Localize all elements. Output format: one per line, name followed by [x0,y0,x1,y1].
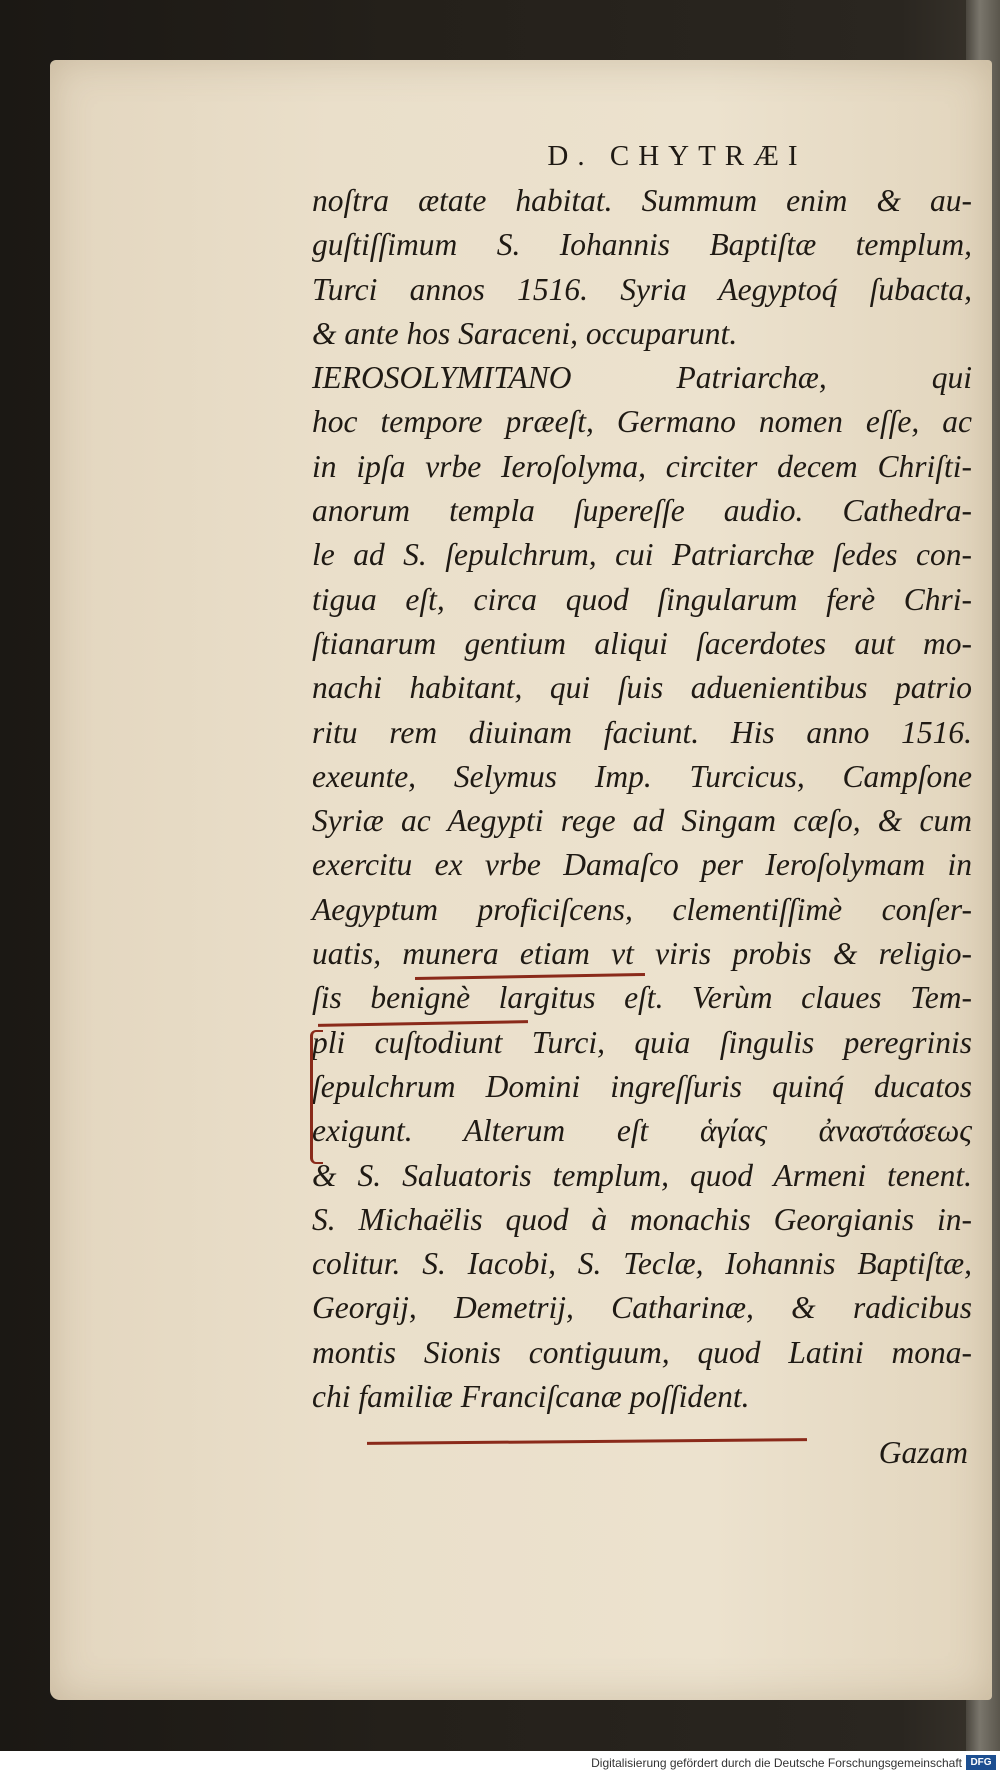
text-line: noſtra ætate habitat. Summum enim & au- [312,183,972,218]
text-line: exercitu ex vrbe Damaſco per Ieroſolymam in [312,847,972,883]
text-line: ſepulchrum Domini ingreſſuris quinq́ ducatos [312,1068,972,1104]
text-line: chi familiæ Franciſcanæ poſſident. [312,1379,750,1415]
dfg-logo: DFG [966,1755,996,1770]
text-line: Aegyptum proficiſcens, clementiſſimè conſer- [312,891,972,927]
text-line: colitur. S. Iacobi, S. Teclæ, Iohannis Baptiſtæ, [312,1246,972,1282]
text-line: Turci annos 1516. Syria Aegyptoq́ ſubacta, [312,271,972,307]
text-line: S. Michaëlis quod à monachis Georgianis in- [312,1201,972,1237]
text-line: anorum templa ſupereſſe audio. Cathedra- [312,493,972,529]
running-head: D. CHYTRÆI [547,140,807,172]
text-lines [312,179,972,1419]
digitization-credit: Digitalisierung gefördert durch die Deutsche Forschungsgemeinschaft [591,1756,962,1770]
text-line: hoc tempore præeſt, Germano nomen eſſe, ac [312,404,972,440]
text-line: in ipſa vrbe Ieroſolyma, circiter decem Chriſti- [312,448,972,484]
text-line: tigua eſt, circa quod ſingularum ferè Chri- [312,581,972,617]
catchword: Gazam [878,1435,968,1471]
text-line: le ad S. ſepulchrum, cui Patriarchæ ſedes con- [312,537,972,573]
text-line: guſtiſſimum S. Iohannis Baptiſtæ templum, [312,227,972,263]
text-line: nachi habitant, qui ſuis aduenientibus patrio [312,670,972,706]
text-line: exigunt. Alterum eſt ἁγίας ἀναστάσεως [312,1113,972,1149]
footer-bar [0,1751,1000,1773]
text-line: Georgij, Demetrij, Catharinæ, & radicibus [312,1290,972,1326]
text-line: exeunte, Selymus Imp. Turcicus, Campſone [312,758,972,794]
text-line: ſtianarum gentium aliqui ſacerdotes aut mo- [312,625,972,661]
text-line: uatis, munera etiam vt viris probis & religio- [312,936,972,972]
handwritten-margin-bracket [310,1030,323,1164]
text-line: montis Sionis contiguum, quod Latini mona- [312,1334,972,1370]
text-line: & S. Saluatoris templum, quod Armeni tenent. [312,1157,972,1193]
text-line: ſis benignè largitus eſt. Verùm claues Tem- [312,980,972,1016]
text-line: ritu rem diuinam faciunt. His anno 1516. [312,714,972,750]
text-line: & ante hos Saraceni, occuparunt. [312,315,738,351]
text-line: IEROSOLYMITANO Patriarchæ, qui [312,360,972,396]
page-text-block [312,140,972,1471]
text-line: Syriæ ac Aegypti rege ad Singam cæſo, & cum [312,803,972,839]
text-line: pli cuſtodiunt Turci, quia ſingulis peregrinis [312,1024,972,1060]
